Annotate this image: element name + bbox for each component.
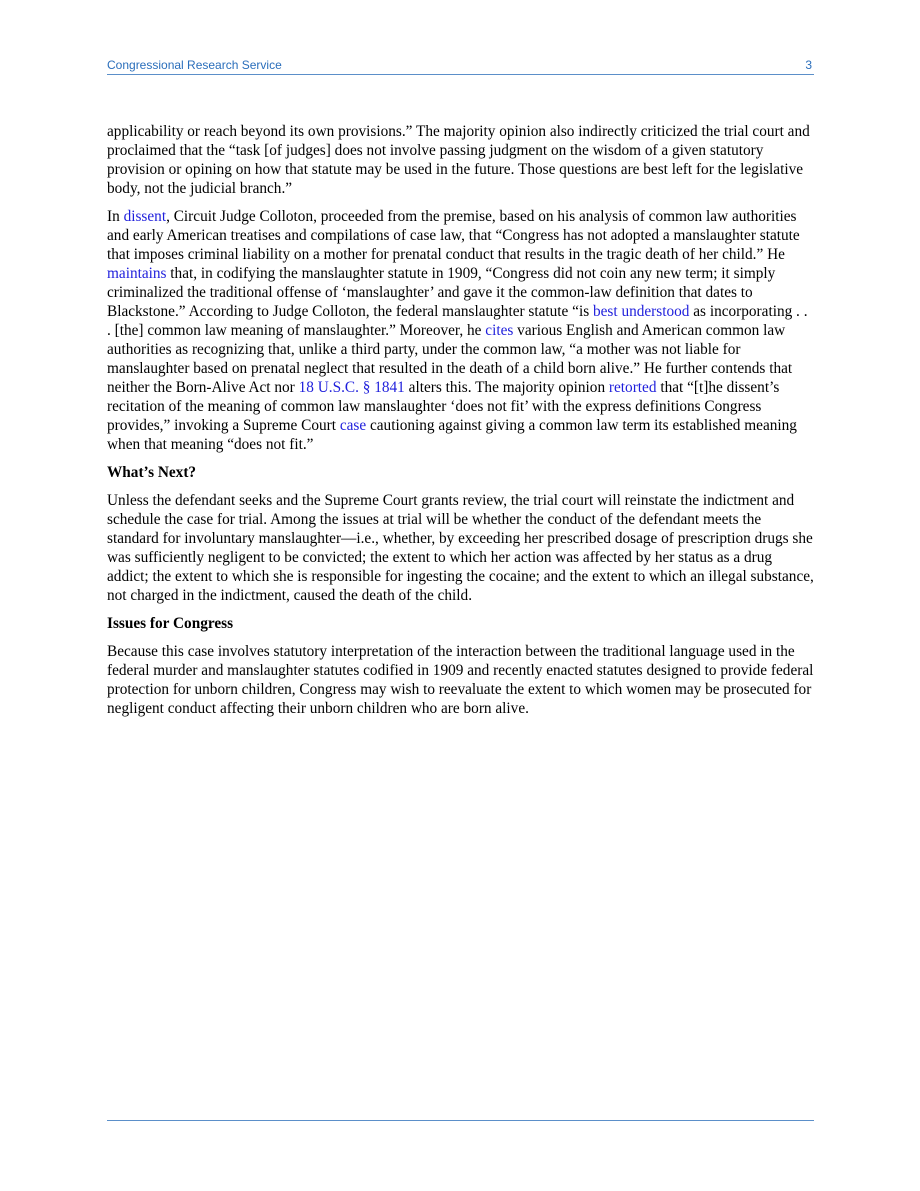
heading-whats-next: What’s Next?	[107, 464, 197, 481]
paragraph-majority-opinion: applicability or reach beyond its own provisions.” The majority opinion also indirectly criticized the trial court and proclaimed that the “task [of judges] does not involve passing judgment on the wisdom of a given statutory provision or opining on how that statute may be used in the future. Those questions are best left for the legislative body, not the judicial branch.”	[107, 123, 810, 197]
link-retorted[interactable]: retorted	[608, 379, 657, 396]
dissent-text-7: cautioning against giving a common law term its established meaning when that meaning “does not fit.”	[107, 417, 797, 453]
link-cites[interactable]: cites	[485, 322, 514, 339]
dissent-text-3: as incorporating . . . [the] common law meaning of manslaughter.” Moreover, he	[107, 303, 808, 339]
page-number: 3	[805, 58, 812, 72]
dissent-text-0: In	[107, 208, 124, 225]
link-maintains[interactable]: maintains	[107, 265, 167, 282]
link-best-understood[interactable]: best understood	[592, 303, 690, 320]
footer-divider	[107, 1120, 814, 1121]
page-header	[107, 58, 814, 75]
heading-issues-for-congress: Issues for Congress	[107, 615, 234, 632]
link-18-usc-1841[interactable]: 18 U.S.C. § 1841	[298, 379, 405, 396]
paragraph-whats-next: Unless the defendant seeks and the Supreme Court grants review, the trial court will reinstate the indictment and schedule the case for trial. Among the issues at trial will be whether the conduct of the defendant meets the standard for involuntary manslaughter—i.e., whether, by exceeding her prescribed dosage of prescription drugs she was sufficiently negligent to be convicted; the extent to which her action was affected by her status as a drug addict; the extent to which she is responsible for ingesting the cocaine; and the extent to which an illegal substance, not charged in the indictment, caused the death of the child.	[107, 492, 814, 604]
paragraph-issues-for-congress: Because this case involves statutory interpretation of the interaction between the traditional language used in the federal murder and manslaughter statutes codified in 1909 and recently enacted statutes designed to provide federal protection for unborn children, Congress may wish to reevaluate the extent to which women may be prosecuted for negligent conduct affecting their unborn children who are born alive.	[107, 643, 814, 717]
dissent-text-1: , Circuit Judge Colloton, proceeded from the premise, based on his analysis of common law authorities and early American treatises and compilations of case law, that “Congress has not adopted a manslaughter statute that imposes criminal liability on a mother for prenatal conduct that results in the tragic death of her child.” He	[107, 208, 800, 263]
header-org-name: Congressional Research Service	[107, 58, 282, 72]
dissent-text-4: various English and American common law authorities as recognizing that, unlike a third party, under the common law, “a mother was not liable for manslaughter based on prenatal neglect that resulted in the death of a child born alive.” He further contends that neither the Born-Alive Act nor	[107, 322, 793, 396]
paragraph-dissent	[107, 207, 815, 454]
document-body	[107, 122, 815, 727]
dissent-text-6: that “[t]he dissent’s recitation of the meaning of common law manslaughter ‘does not fit’ with the express definitions Congress provides,” invoking a Supreme Court	[107, 379, 780, 434]
dissent-text-5: alters this. The majority opinion	[404, 379, 609, 396]
link-dissent[interactable]: dissent	[123, 208, 167, 225]
link-case[interactable]: case	[339, 417, 367, 434]
dissent-text-2: that, in codifying the manslaughter statute in 1909, “Congress did not coin any new term; it simply criminalized the traditional offense of ‘manslaughter’ and gave it the common-law definition that dates to Blackstone.” According to Judge Colloton, the federal manslaughter statute “is	[107, 265, 776, 320]
